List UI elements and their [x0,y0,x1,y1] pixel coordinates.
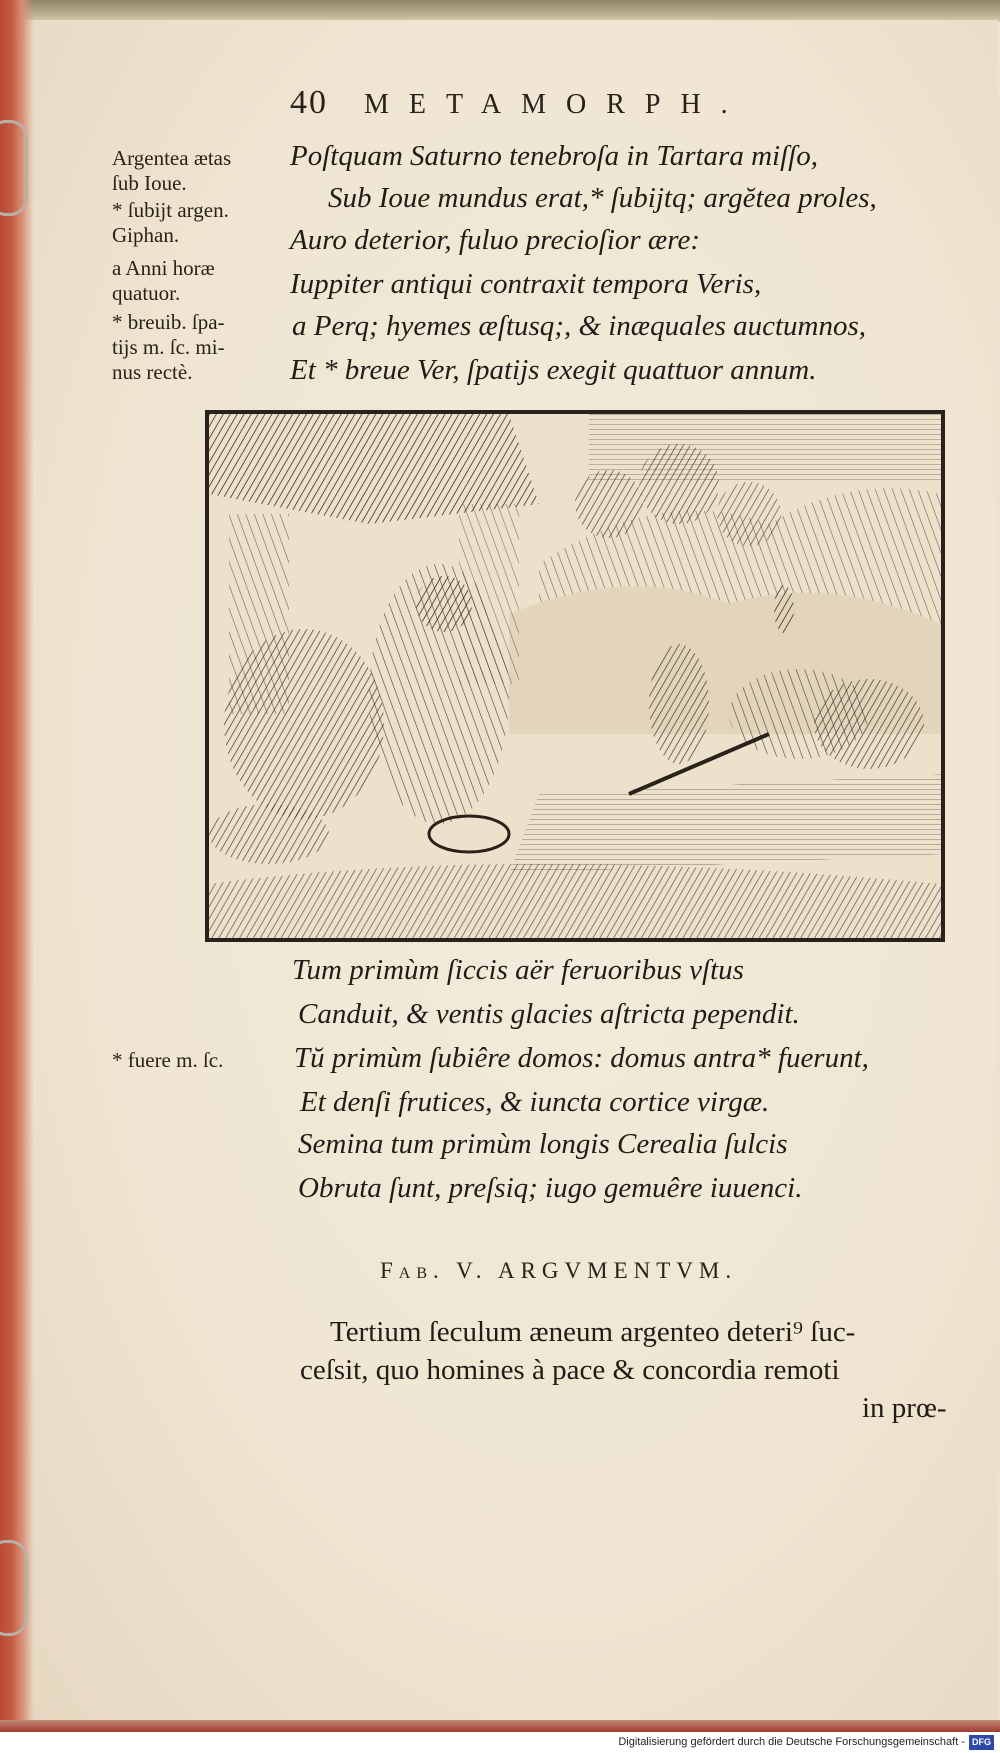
verse-line-9: Tŭ primùm ſubiêre domos: domus antra* fuerunt, [294,1042,869,1074]
margin-note-2: * ſubijt argen. Giphan. [112,198,229,247]
verse-line-2: Sub Ioue mundus erat,* ſubijtq; argĕtea proles, [328,182,877,214]
clip-ring-bottom [0,1540,28,1636]
verse-line-3: Auro deterior, fuluo precioſior ære: [290,224,700,256]
argument-line-2: ceſsit, quo homines à pace & concordia remoti [300,1354,840,1386]
running-head [290,84,748,122]
verse-line-4: Iuppiter antiqui contraxit tempora Veris, [290,268,762,300]
digitization-credit-bar [0,1732,1000,1753]
book-bottom-edge [0,1720,1000,1732]
argument-line-3: in prœ- [862,1392,947,1424]
margin-note-3: a Anni horæ quatuor. [112,256,215,305]
verse-line-12: Obruta ſunt, preſsiq; iugo gemuêre iuuenci. [298,1172,803,1204]
woodcut-illustration [205,410,945,942]
running-title: METAMORPH. [364,89,748,120]
clip-ring-top [0,120,28,216]
margin-note-5: * fuere m. ſc. [112,1048,224,1072]
verse-line-6: Et * breue Ver, ſpatijs exegit quattuor annum. [290,354,817,386]
woodcut-drawing [209,414,941,938]
verse-line-8: Canduit, & ventis glacies aſtricta pependit. [298,998,800,1030]
margin-note-1: Argentea ætas ſub Ioue. [112,146,232,195]
section-title: Fab. V. ARGVMENTVM. [380,1258,738,1283]
verse-line-5: a Perq; hyemes æſtusq;, & inæquales auctumnos, [292,310,867,342]
verse-line-11: Semina tum primùm longis Cerealia ſulcis [298,1128,788,1160]
verse-line-7: Tum primùm ſiccis aër feruoribus vſtus [292,954,744,986]
book-top-edge [0,0,1000,22]
argument-line-1: Tertium ſeculum æneum argenteo deteri⁹ ſuc- [330,1316,856,1348]
dfg-logo: DFG [969,1735,994,1750]
credit-text: Digitalisierung gefördert durch die Deutsche Forschungsgemeinschaft - [618,1736,965,1748]
margin-note-4: * breuib. ſpa- tijs m. ſc. mi- nus rectè. [112,310,225,384]
book-left-edge [0,0,34,1720]
page-number: 40 [290,84,328,121]
verse-line-1: Poſtquam Saturno tenebroſa in Tartara miſſo, [290,140,818,172]
verse-line-10: Et denſi frutices, & iuncta cortice virgæ. [300,1086,770,1118]
